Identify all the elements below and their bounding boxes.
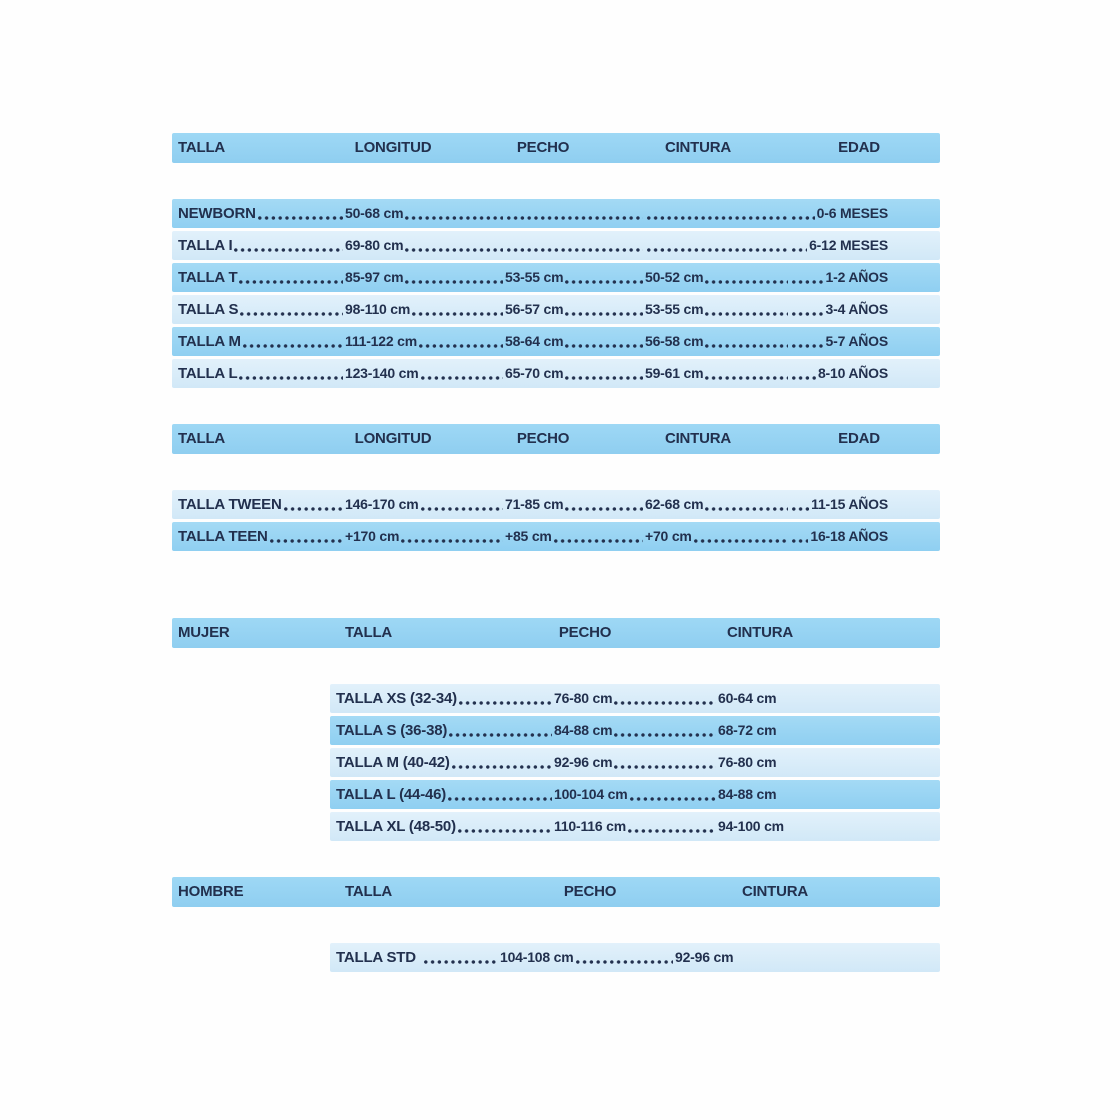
header-cell: EDAD [838,139,880,156]
header-cell: CINTURA [664,139,732,156]
table-cell [505,522,645,551]
cell-value: 16-18 AÑOS [810,528,888,544]
cell-value: 11-15 AÑOS [811,496,888,512]
cell-value: 6-12 MESES [809,237,888,253]
table-cell [345,490,505,519]
table-cell [178,522,345,551]
cell-value: 92-96 cm [675,949,734,965]
header-cell: EDAD [838,430,880,447]
row-label: TALLA L (44-46) [336,786,447,803]
table-row [172,327,940,356]
header-cell: TALLA [178,139,226,156]
leader-dots [565,312,643,316]
cell-value: 111-122 cm [345,333,417,349]
cell-value: +85 cm [505,528,552,544]
table-row [330,716,940,745]
cell-value: 56-58 cm [645,333,704,349]
cell-value: 3-4 AÑOS [825,301,888,317]
leader-dots [792,312,824,316]
cell-value: 123-140 cm [345,365,419,381]
header-cell: TALLA [345,624,393,641]
row-label: TALLA M [178,333,241,350]
table-cell [178,199,345,228]
row-label: TALLA I [178,237,233,254]
cell-value: 53-55 cm [645,301,704,317]
cell-value: 76-80 cm [554,690,613,706]
table-cell [645,263,790,292]
table-kids [172,133,940,388]
leader-dots [565,344,643,348]
leader-dots [258,216,343,220]
table-cell [790,490,940,519]
table-cell [790,231,940,260]
row-label: TALLA TWEEN [178,496,282,513]
leader-dots [419,344,503,348]
row-label: TALLA M (40-42) [336,754,450,771]
table-cell [645,295,790,324]
header-cell: TALLA [345,883,393,900]
table-cell [554,780,718,809]
table-row [330,780,940,809]
leader-dots [705,312,788,316]
leader-dots [705,507,788,511]
leader-dots [792,539,808,543]
cell-value: 8-10 AÑOS [817,365,888,381]
leader-dots [405,248,503,252]
leader-dots [239,376,343,380]
leader-dots [630,797,716,801]
leader-dots [234,248,343,252]
table-row [330,943,940,972]
table-row [172,490,940,519]
leader-dots [694,539,788,543]
table-cell [718,780,940,809]
table-cell [178,490,345,519]
leader-dots [448,797,552,801]
cell-value: 50-52 cm [645,269,704,285]
table-cell [336,684,554,713]
leader-dots [705,376,788,380]
table-cell [336,812,554,841]
leader-dots [628,829,716,833]
table-women [172,618,940,841]
table-cell [505,327,645,356]
table-row [330,684,940,713]
header-cell: PECHO [516,139,570,156]
header-cell: HOMBRE [178,883,244,900]
table-cell [336,943,500,972]
table-cell [345,231,505,260]
cell-value: 59-61 cm [645,365,704,381]
table-cell [336,716,554,745]
leader-dots [576,960,673,964]
cell-value: 50-68 cm [345,205,404,221]
table-cell [178,231,345,260]
table-cell [345,263,505,292]
header-cell: LONGITUD [354,139,432,156]
cell-value: 100-104 cm [554,786,628,802]
cell-value: 60-64 cm [718,690,777,706]
row-label: TALLA XL (48-50) [336,818,456,835]
row-label: TALLA STD [336,949,416,966]
leader-dots [792,248,807,252]
leader-dots [452,765,552,769]
table-cell [645,359,790,388]
leader-dots [507,216,643,220]
leader-dots [240,312,343,316]
cell-value: 0-6 MESES [816,205,888,221]
table-cell [718,812,940,841]
header-cell: PECHO [516,430,570,447]
cell-value: 56-57 cm [505,301,564,317]
leader-dots [792,376,816,380]
leader-dots [458,829,552,833]
table-row [172,295,940,324]
leader-dots [705,280,788,284]
table-cell [790,359,940,388]
table-cell [718,716,940,745]
table-cell [554,812,718,841]
table-cell [500,943,675,972]
cell-value: 85-97 cm [345,269,404,285]
leader-dots [412,312,503,316]
table-teens [172,424,940,551]
table-cell [336,748,554,777]
cell-value: 71-85 cm [505,496,564,512]
leader-dots [792,280,824,284]
table-header-row [172,877,940,907]
header-cell: CINTURA [741,883,809,900]
cell-value: 65-70 cm [505,365,564,381]
leader-dots [459,701,552,705]
leader-dots [405,216,503,220]
table-row [330,812,940,841]
leader-dots [647,216,788,220]
table-cell [345,359,505,388]
leader-dots [792,344,824,348]
leader-dots [507,248,643,252]
table-cell [345,199,505,228]
leader-dots [647,248,788,252]
leader-dots [792,507,809,511]
table-cell [554,716,718,745]
table-cell [645,490,790,519]
header-cell: MUJER [178,624,230,641]
table-cell [554,684,718,713]
leader-dots [401,539,503,543]
table-cell [790,295,940,324]
leader-dots [270,539,343,543]
header-cell: TALLA [178,430,226,447]
cell-value: 110-116 cm [554,818,626,834]
table-cell [336,780,554,809]
leader-dots [239,280,343,284]
table-cell [790,263,940,292]
table-cell [790,327,940,356]
leader-dots [243,344,343,348]
cell-value: 92-96 cm [554,754,613,770]
row-label: TALLA L [178,365,238,382]
table-men [172,877,940,972]
cell-value: 76-80 cm [718,754,777,770]
cell-value: 53-55 cm [505,269,564,285]
table-row [172,359,940,388]
leader-dots [614,765,716,769]
table-cell [790,199,940,228]
table-cell [505,295,645,324]
cell-value: 62-68 cm [645,496,704,512]
cell-value: +70 cm [645,528,692,544]
table-cell [554,748,718,777]
table-cell [718,684,940,713]
cell-value: 98-110 cm [345,301,411,317]
leader-dots [565,376,643,380]
row-label: TALLA XS (32-34) [336,690,457,707]
cell-value: 84-88 cm [718,786,777,802]
cell-value: 68-72 cm [718,722,777,738]
leader-dots [421,507,503,511]
row-label: TALLA TEEN [178,528,268,545]
leader-dots [405,280,503,284]
cell-value: +170 cm [345,528,400,544]
leader-dots [449,733,552,737]
cell-value: 84-88 cm [554,722,613,738]
leader-dots [705,344,788,348]
header-cell: PECHO [558,624,612,641]
row-label: TALLA S [178,301,239,318]
table-cell [505,231,645,260]
table-cell [718,748,940,777]
table-cell [505,359,645,388]
table-header-row [172,424,940,454]
cell-value: 104-108 cm [500,949,574,965]
table-cell [505,263,645,292]
leader-dots [565,280,643,284]
table-cell [675,943,940,972]
header-cell: PECHO [563,883,617,900]
leader-dots [792,216,815,220]
size-chart [172,133,940,972]
cell-value: 1-2 AÑOS [825,269,888,285]
header-cell: LONGITUD [354,430,432,447]
table-cell [505,490,645,519]
table-cell [345,522,505,551]
table-cell [178,263,345,292]
table-cell [345,295,505,324]
leader-dots [614,701,716,705]
table-cell [178,295,345,324]
table-cell [790,522,940,551]
row-label: TALLA T [178,269,238,286]
table-header-row [172,133,940,163]
leader-dots [565,507,643,511]
header-cell: CINTURA [664,430,732,447]
leader-dots [421,376,503,380]
header-cell: CINTURA [726,624,794,641]
table-row [330,748,940,777]
table-cell [645,327,790,356]
table-row [172,231,940,260]
table-cell [345,327,505,356]
table-row [172,199,940,228]
row-label: NEWBORN [178,205,256,222]
table-row [172,522,940,551]
cell-value: 94-100 cm [718,818,784,834]
row-label: TALLA S (36-38) [336,722,448,739]
table-cell [178,327,345,356]
table-cell [645,522,790,551]
leader-dots [424,960,498,964]
leader-dots [284,507,343,511]
table-cell [645,231,790,260]
leader-dots [554,539,643,543]
cell-value: 69-80 cm [345,237,404,253]
table-cell [645,199,790,228]
table-row [172,263,940,292]
cell-value: 5-7 AÑOS [825,333,888,349]
cell-value: 146-170 cm [345,496,419,512]
table-cell [178,359,345,388]
cell-value: 58-64 cm [505,333,564,349]
table-cell [505,199,645,228]
leader-dots [614,733,716,737]
table-header-row [172,618,940,648]
